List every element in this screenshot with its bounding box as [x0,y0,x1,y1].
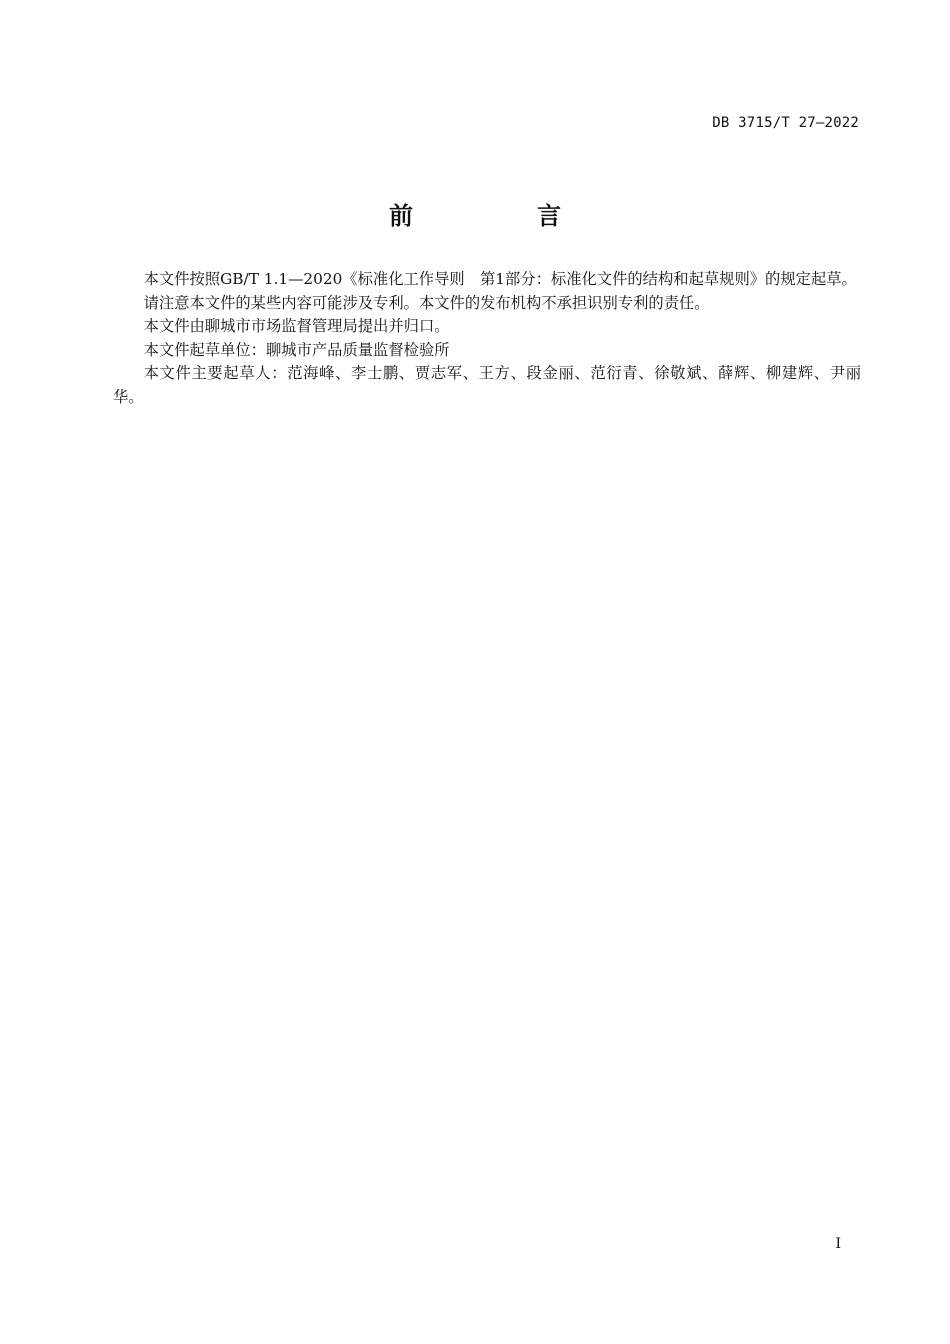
page-title: 前 言 [389,202,611,230]
page-number: I [835,1236,841,1252]
paragraph-patent-notice: 请注意本文件的某些内容可能涉及专利。本文件的发布机构不承担识别专利的责任。 [143,293,710,312]
document-code: DB 3715/T 27—2022 [712,115,859,131]
foreword-body [113,268,861,409]
paragraph-drafters: 本文件主要起草人：范海峰、李士鹏、贾志军、王方、段金丽、范衍青、徐敬斌、薛辉、柳建辉、尹丽华。 [113,364,861,406]
paragraph-drafting-basis: 本文件按照GB/T 1.1—2020《标准化工作导则 第1部分：标准化文件的结构和起草规则》的规定起草。 [143,270,857,288]
paragraph-proposing-authority: 本文件由聊城市市场监督管理局提出并归口。 [143,317,450,335]
paragraph-drafting-unit: 本文件起草单位：聊城市产品质量监督检验所 [143,340,450,359]
